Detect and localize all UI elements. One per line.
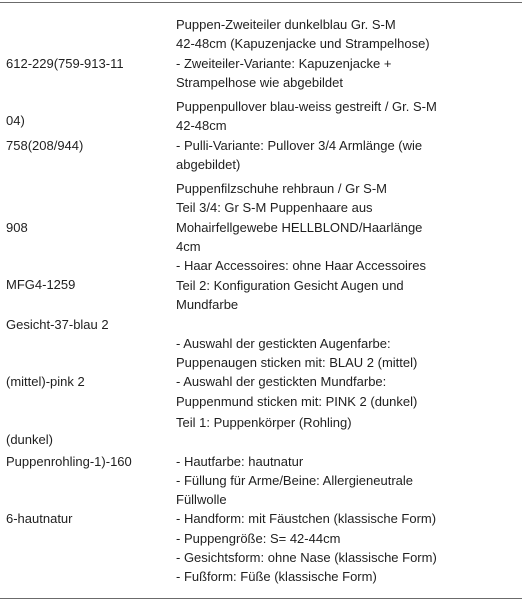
blank-line	[176, 315, 512, 334]
description-line: - Handform: mit Fäustchen (klassische Form)	[176, 511, 437, 527]
description-line: - Auswahl der gestickten Mundfarbe:	[176, 374, 387, 390]
description-line: Teil 2: Konfiguration Gesicht Augen und	[176, 278, 404, 293]
code-line: 612-229(759-913-11	[6, 55, 124, 71]
description-line: - Hautfarbe: hautnatur	[176, 453, 304, 469]
description-line: 42-48cm	[176, 118, 227, 134]
order-details-sheet	[0, 2, 522, 599]
description-line: Mundfarbe	[176, 297, 239, 313]
code-line: MFG4-1259	[6, 277, 76, 293]
description-line: Teil 3/4: Gr S-M Puppenhaare aus	[176, 200, 373, 216]
description-line: Puppenpullover blau-weiss gestreift / Gr. S-M	[176, 99, 437, 114]
description-line: - Haar Accessoires: ohne Haar Accessoires	[176, 258, 426, 274]
description-line: Strampelhose wie abgebildet	[176, 74, 343, 90]
code-line: (dunkel)	[6, 432, 53, 448]
blank-line	[176, 432, 512, 451]
description-line: abgebildet)	[176, 156, 241, 172]
code-line: 758(208/944)	[6, 137, 84, 153]
description-line: - Füllung für Arme/Beine: Allergieneutrale	[176, 472, 414, 488]
article-description	[176, 179, 512, 275]
article-description	[176, 15, 512, 92]
description-line: Puppen-Zweiteiler dunkelblau Gr. S-M	[176, 17, 396, 32]
description-line: - Puppengröße: S= 42-44cm	[176, 530, 341, 546]
description-line: - Gesichtsform: ohne Nase (klassische Form)	[176, 550, 437, 566]
description-line: Puppenmund sticken mit: PINK 2 (dunkel)	[176, 393, 418, 409]
article-description	[176, 97, 512, 174]
description-line: - Auswahl der gestickten Augenfarbe:	[176, 335, 391, 351]
article-description	[176, 413, 512, 587]
article-code	[6, 413, 168, 567]
description-line: Füllwolle	[176, 492, 227, 508]
description-line: Puppenfilzschuhe rehbraun / Gr S-M	[176, 181, 387, 196]
description-line: Puppenaugen sticken mit: BLAU 2 (mittel)	[176, 355, 418, 371]
code-line: (mittel)-pink 2	[6, 374, 85, 390]
description-line: - Zweiteiler-Variante: Kapuzenjacke +	[176, 55, 392, 71]
article-description	[176, 276, 512, 411]
code-line: 04)	[6, 113, 25, 129]
description-line: Mohairfellgewebe HELLBLOND/Haarlänge	[176, 219, 423, 235]
code-line: 6-hautnatur	[6, 511, 73, 527]
code-line: 908	[6, 219, 28, 235]
code-line: Puppenrohling-1)-160	[6, 453, 132, 469]
description-line: Teil 1: Puppenkörper (Rohling)	[176, 415, 352, 430]
description-line: - Pulli-Variante: Pullover 3/4 Armlänge (wie	[176, 137, 423, 153]
description-line: 4cm	[176, 238, 201, 254]
description-line: 42-48cm (Kapuzenjacke und Strampelhose)	[176, 36, 430, 52]
description-line: - Fußform: Füße (klassische Form)	[176, 569, 377, 585]
code-line: Gesicht-37-blau 2	[6, 316, 109, 332]
